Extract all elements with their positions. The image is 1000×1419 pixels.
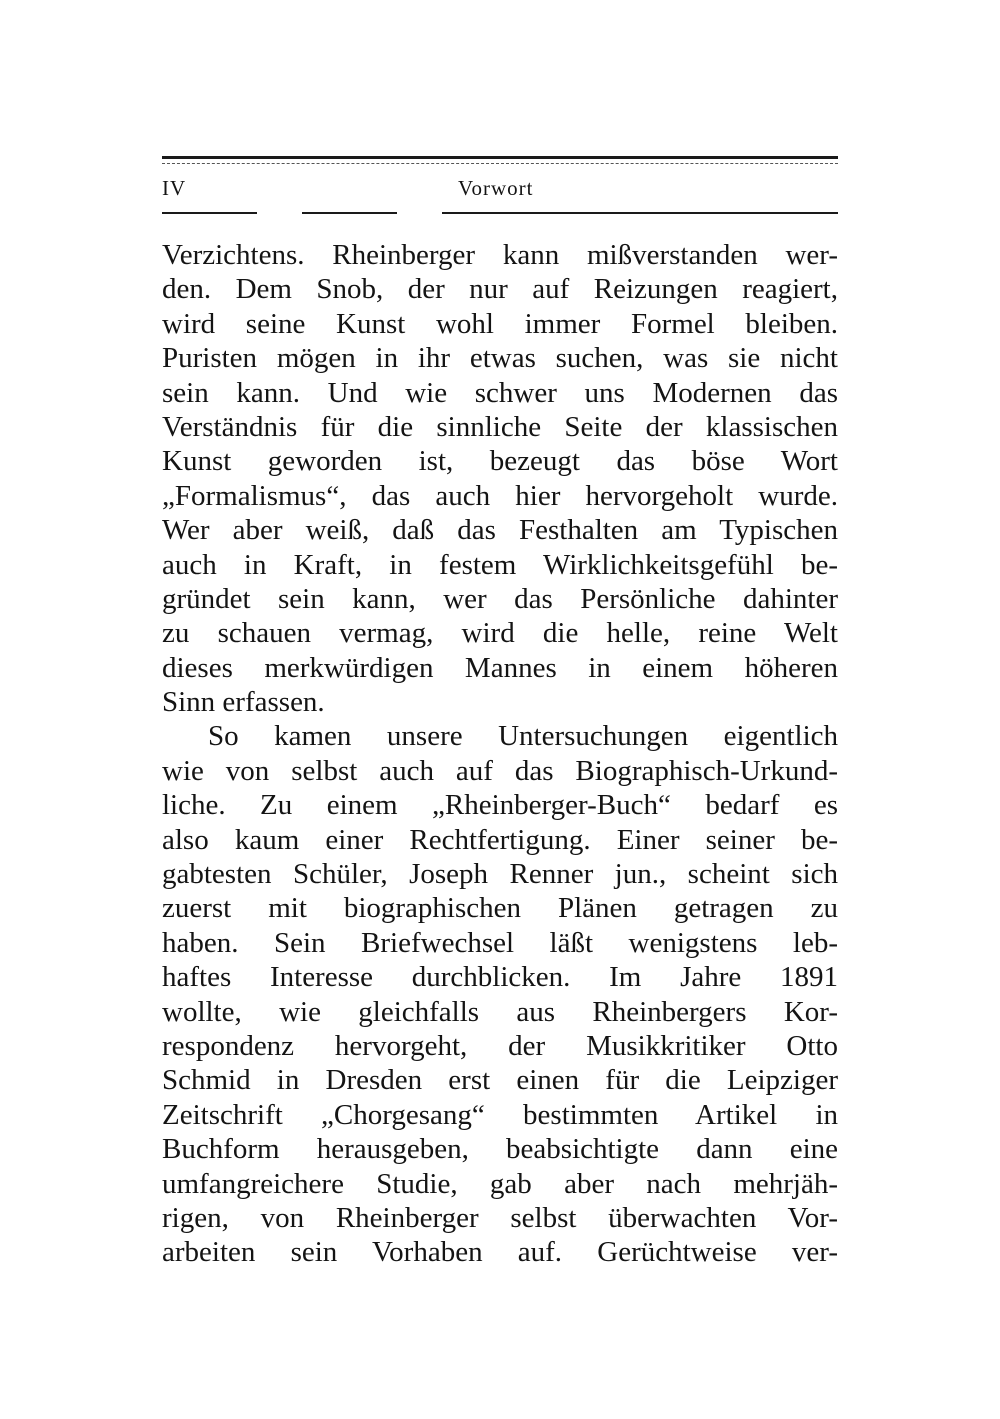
running-header: [162, 176, 838, 206]
text-line: Sinn erfassen.: [162, 686, 325, 719]
header-rule-thick: [162, 156, 838, 159]
text-line: Schmid in Dresden erst einen für die Leipziger: [162, 1064, 838, 1097]
running-title: Vorwort: [458, 176, 534, 200]
text-line: Verständnis für die sinnliche Seite der klassischen: [162, 410, 838, 443]
text-line: respondenz hervorgeht, der Musikkritiker Otto: [162, 1029, 838, 1062]
text-line: rigen, von Rheinberger selbst überwachten Vor-: [162, 1201, 838, 1234]
text-line: wie von selbst auch auf das Biographisch-Urkund-: [162, 754, 838, 787]
text-line: umfangreichere Studie, gab aber nach mehrjäh-: [162, 1167, 838, 1200]
text-line: auch in Kraft, in festem Wirklichkeitsgefühl be-: [162, 548, 838, 581]
text-line: Wer aber weiß, daß das Festhalten am Typischen: [162, 514, 838, 547]
text-line: wollte, wie gleichfalls aus Rheinbergers Kor-: [162, 995, 838, 1028]
text-line: zu schauen vermag, wird die helle, reine Welt: [162, 617, 838, 650]
text-line: Buchform herausgeben, beabsichtigte dann eine: [162, 1133, 838, 1166]
page-number: IV: [162, 176, 187, 200]
text-line: liche. Zu einem „Rheinberger-Buch“ bedarf es: [162, 789, 838, 822]
text-line: zuerst mit biographischen Plänen getragen zu: [162, 892, 838, 925]
text-line: dieses merkwürdigen Mannes in einem höheren: [162, 651, 838, 684]
text-line: Puristen mögen in ihr etwas suchen, was sie nicht: [162, 342, 838, 375]
text-line: So kamen unsere Untersuchungen eigentlich: [208, 720, 838, 753]
text-line: gründet sein kann, wer das Persönliche dahinter: [162, 582, 838, 615]
text-line: wird seine Kunst wohl immer Formel bleiben.: [162, 307, 838, 340]
text-line: also kaum einer Rechtfertigung. Einer seiner be-: [162, 823, 838, 856]
header-rule-thin: [162, 163, 838, 164]
text-line: den. Dem Snob, der nur auf Reizungen reagiert,: [162, 273, 838, 306]
text-line: arbeiten sein Vorhaben auf. Gerüchtweise ver-: [162, 1236, 838, 1269]
text-line: sein kann. Und wie schwer uns Modernen das: [162, 376, 838, 409]
text-line: haftes Interesse durchblicken. Im Jahre 1891: [162, 961, 838, 994]
text-line: „Formalismus“, das auch hier hervorgeholt wurde.: [162, 479, 838, 512]
paragraph-1: [162, 238, 838, 719]
text-line: haben. Sein Briefwechsel läßt wenigstens leb-: [162, 926, 838, 959]
text-line: gabtesten Schüler, Joseph Renner jun., scheint sich: [162, 858, 838, 891]
text-line: Kunst geworden ist, bezeugt das böse Wort: [162, 445, 838, 478]
paragraph-2: [162, 719, 838, 1269]
text-line: Verzichtens. Rheinberger kann mißverstanden wer-: [162, 239, 838, 271]
body-text: [162, 238, 838, 1270]
text-line: Zeitschrift „Chorgesang“ bestimmten Artikel in: [162, 1098, 838, 1131]
